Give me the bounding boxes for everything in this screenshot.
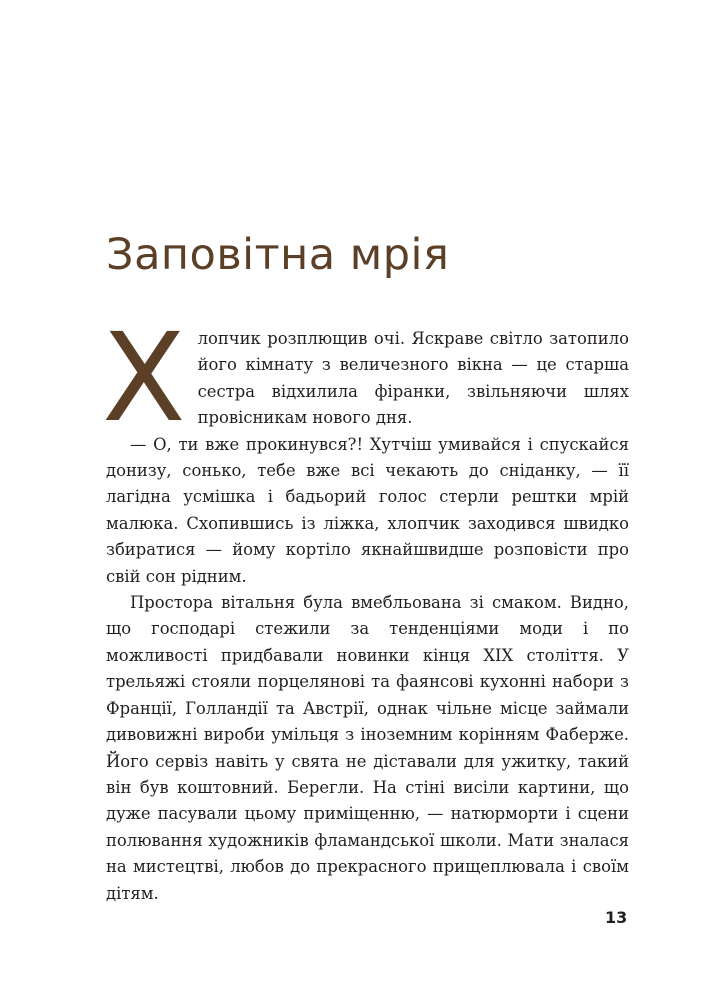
chapter-body <box>102 307 629 907</box>
paragraph-2: — О, ти вже прокинувся?! Хутчіш умивайся і спускайся донизу, сонько, тебе вже всі чекають до сніданку, — її лагідна усмішка і бадьорий голос стерли рештки мрій малюка. Схопившись із ліжка, хлопчик заходився швидко збиратися — йому кортіло якнайшвидше розповісти про свій сон рідним. <box>106 434 629 586</box>
drop-cap: Х <box>102 307 186 449</box>
paragraph-3: Простора вітальня була вмебльована зі смаком. Видно, що господарі стежили за тенденціями моди і по можливості придбавали новинки кінця XIX століття. У трельяжі стояли порцелянові та фаянсові кухонні набори з Франції, Голландії та Австрії, однак чільне місце займали дивовижні вироби умільця з іноземним корінням Фаберже. Його сервіз навіть у свята не діставали для ужитку, такий він був коштовний. Берегли. На стіні висіли картини, що дуже пасували цьому приміщенню, — натюрморти і сцени полювання художників фламандської школи. Мати зналася на мистецтві, любов до прекрасного прищеплювала і своїм дітям. <box>106 593 629 903</box>
chapter-title: Заповітна мрія <box>106 230 450 280</box>
paragraph-1-text: лопчик розплющив очі. Яскраве світло затопило його кімнату з величезного вікна — це старша сестра відхилила фіранки, звільняючи шлях провісникам нового дня. <box>197 329 629 428</box>
paragraph-1 <box>102 307 629 449</box>
page-number: 13 <box>605 908 628 927</box>
